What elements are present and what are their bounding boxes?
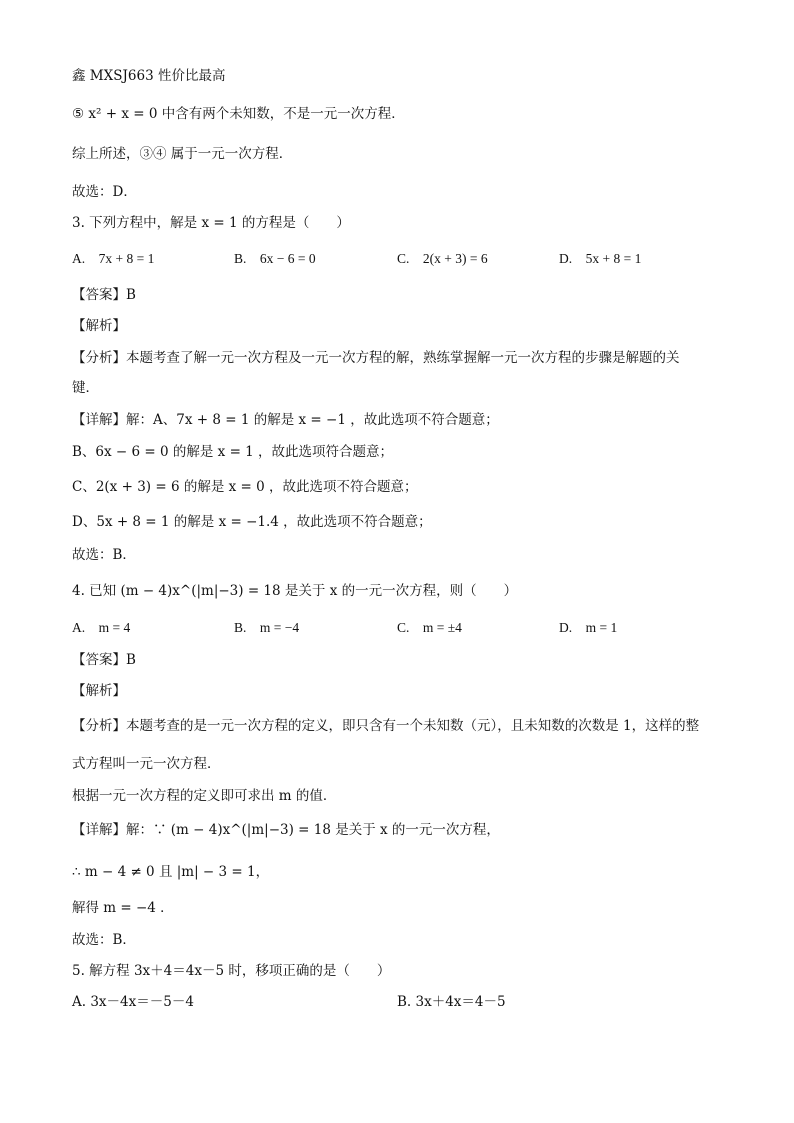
option-c: C. 2(x + 3) = 6 (397, 251, 488, 266)
analysis-text: 根据一元一次方程的定义即可求出 m 的值． (72, 788, 337, 804)
detail-text: 【详解】解：∵ (m − 4)x^(|m|−3) = 18 是关于 x 的一元一次方程， (72, 822, 500, 838)
analysis-text: 键． (72, 380, 99, 396)
option-a: A. m = 4 (72, 620, 131, 635)
detail-text: D、5x + 8 = 1 的解是 x = −1.4 ，故此选项不符合题意； (72, 514, 432, 530)
detail-text: ∴ m − 4 ≠ 0 且 |m| − 3 = 1， (72, 864, 270, 880)
question-5-stem: 5. 解方程 3x＋4＝4x－5 时，移项正确的是（ ） (72, 963, 391, 979)
option-c: C. m = ±4 (397, 620, 462, 635)
option-a: A. 3x－4x＝－5－4 (72, 994, 194, 1010)
text-line: 故选：D． (72, 184, 137, 200)
detail-text: 【详解】解：A、7x + 8 = 1 的解是 x = −1 ，故此选项不符合题意； (72, 412, 499, 428)
option-b: B. 3x＋4x＝4－5 (397, 994, 506, 1010)
answer-label: 【答案】B (72, 287, 136, 303)
question-5-options (72, 992, 732, 1012)
analysis-label: 【解析】 (72, 683, 126, 699)
option-b: B. 6x − 6 = 0 (234, 251, 316, 266)
conclusion-text: 故选：B． (72, 547, 136, 563)
detail-text: 解得 m = −4 ． (72, 900, 174, 916)
conclusion-text: 故选：B． (72, 932, 136, 948)
analysis-text: 【分析】本题考查了解一元一次方程及一元一次方程的解，熟练掌握解一元一次方程的步骤是解题的关 (72, 350, 680, 366)
option-b: B. m = −4 (234, 620, 300, 635)
option-d: D. m = 1 (559, 620, 618, 635)
analysis-label: 【解析】 (72, 318, 126, 334)
text-line: 综上所述，③④ 属于一元一次方程． (72, 146, 293, 162)
question-4-options (72, 618, 732, 638)
header-watermark: 鑫 MXSJ663 性价比最高 (72, 68, 226, 84)
question-4-stem: 4. 已知 (m − 4)x^(|m|−3) = 18 是关于 x 的一元一次方程，则（ ） (72, 583, 518, 599)
detail-text: B、6x − 6 = 0 的解是 x = 1 ，故此选项符合题意； (72, 444, 394, 460)
analysis-text: 式方程叫一元一次方程． (72, 756, 221, 772)
text-line: ⑤ x² + x = 0 中含有两个未知数，不是一元一次方程． (72, 106, 405, 122)
option-a: A. 7x + 8 = 1 (72, 251, 155, 266)
question-3-options (72, 249, 732, 269)
analysis-text: 【分析】本题考查的是一元一次方程的定义，即只含有一个未知数（元），且未知数的次数是 1，这样的整 (72, 718, 700, 734)
answer-label: 【答案】B (72, 652, 136, 668)
option-d: D. 5x + 8 = 1 (559, 251, 642, 266)
question-3-stem: 3. 下列方程中，解是 x = 1 的方程是（ ） (72, 215, 350, 231)
detail-text: C、2(x + 3) = 6 的解是 x = 0 ，故此选项不符合题意； (72, 479, 418, 495)
